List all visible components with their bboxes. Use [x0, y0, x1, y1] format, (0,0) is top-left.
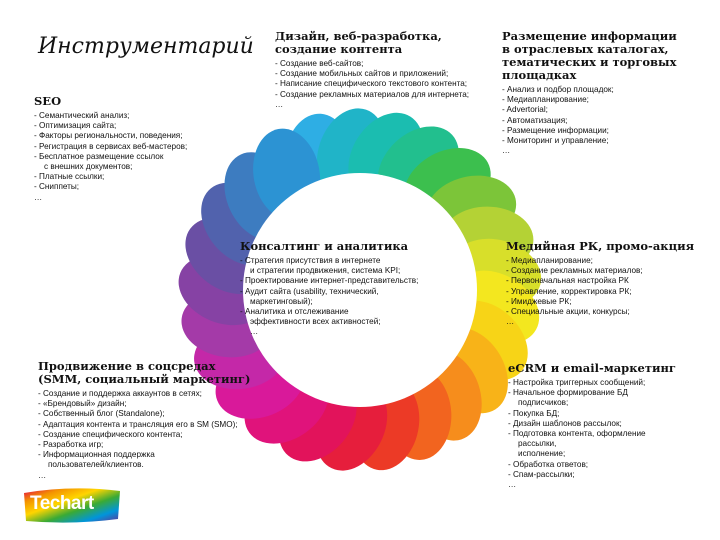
seo-section — [34, 95, 187, 203]
ecrm-title: eCRM и email-маркетинг — [508, 361, 676, 375]
list-item: - Мониторинг и управление; — [502, 136, 609, 146]
list-item: … — [506, 317, 515, 327]
smm-section — [38, 360, 250, 481]
list-item: - «Брендовый» дизайн; — [38, 399, 127, 409]
smm-title-line: (SMM, социальный маркетинг) — [38, 372, 251, 386]
consulting-list — [240, 256, 418, 338]
list-item: - Первоначальная настройка РК — [506, 276, 629, 286]
list-item: - Медиапланирование; — [502, 95, 589, 105]
ecrm-section — [508, 362, 676, 490]
seo-title: SEO — [34, 94, 62, 108]
list-item: - Платные ссылки; — [34, 172, 105, 182]
catalogs-section — [502, 30, 677, 156]
list-item: … — [275, 99, 284, 109]
seo-list — [34, 111, 187, 203]
list-item: - Advertorial; — [502, 105, 548, 115]
catalogs-title-line: Размещение информации — [502, 29, 677, 43]
logo-text: Techart — [30, 493, 94, 514]
list-item: с внешних документов; — [44, 162, 133, 172]
list-item: - Медиапланирование; — [506, 256, 593, 265]
list-item: - Сниппеты; — [34, 182, 80, 192]
list-item: … — [38, 470, 47, 480]
list-item: - Создание мобильных сайтов и приложений; — [275, 69, 449, 79]
list-item: эффективности всех активностей; — [250, 317, 381, 327]
design-section — [275, 30, 469, 110]
list-item: … — [508, 480, 517, 490]
design-title-line: создание контента — [275, 42, 403, 56]
list-item: - Управление, корректировка РК; — [506, 286, 632, 296]
list-item: - Спам-рассылки; — [508, 469, 575, 479]
catalogs-title-line: в отраслевых каталогах, — [502, 42, 669, 56]
list-item: - Оптимизация сайта; — [34, 121, 117, 131]
list-item: … — [502, 146, 511, 156]
list-item: - Семантический анализ; — [34, 111, 130, 120]
list-item: пользователей/клиентов. — [48, 460, 144, 470]
ecrm-list — [508, 378, 676, 490]
design-title-line: Дизайн, веб-разработка, — [275, 29, 442, 43]
media-section — [506, 240, 694, 327]
list-item: - Анализ и подбор площадок; — [502, 85, 614, 94]
list-item: исполнение; — [518, 449, 566, 459]
list-item: - Автоматизация; — [502, 115, 568, 125]
list-item: - Факторы региональности, поведения; — [34, 131, 183, 141]
list-item: - Стратегия присутствия в интернете — [240, 256, 381, 265]
list-item: рассылки, — [518, 439, 557, 449]
list-item: - Создание и поддержка аккаунтов в сетях; — [38, 389, 202, 398]
list-item: - Специальные акции, конкурсы; — [506, 307, 630, 317]
list-item: - Покупка БД; — [508, 408, 560, 418]
list-item: - Подготовка контента, оформление — [508, 429, 646, 439]
list-item: - Проектирование интернет-представительств; — [240, 276, 419, 286]
list-item: - Создание рекламных материалов; — [506, 266, 643, 276]
consulting-title: Консалтинг и аналитика — [240, 239, 409, 253]
consulting-section — [240, 240, 418, 338]
list-item: маркетинговый); — [250, 296, 313, 306]
list-item: - Имиджевые РК; — [506, 296, 572, 306]
design-title — [275, 30, 469, 56]
list-item: - Размещение информации; — [502, 125, 609, 135]
techart-logo[interactable] — [22, 487, 122, 522]
list-item: - Начальное формирование БД — [508, 388, 628, 398]
catalogs-title — [502, 30, 677, 82]
design-list — [275, 59, 469, 110]
list-item: подписчиков; — [518, 398, 569, 408]
list-item: - Информационная поддержка — [38, 450, 155, 460]
list-item: - Аудит сайта (usability, технический, — [240, 286, 379, 296]
list-item: - Адаптация контента и трансляция его в SM (SMO); — [38, 419, 238, 429]
catalogs-title-line: площадках — [502, 68, 577, 82]
list-item: - Создание рекламных материалов для интернета; — [275, 89, 470, 99]
list-item: - Обработка ответов; — [508, 459, 589, 469]
media-list — [506, 256, 694, 327]
smm-title-line: Продвижение в соцсредах — [38, 359, 216, 373]
list-item: - Создание специфического контента; — [38, 429, 183, 439]
page-title: Инструментарий — [38, 34, 254, 59]
list-item: - Дизайн шаблонов рассылок; — [508, 418, 622, 428]
list-item: - Собственный блог (Standalone); — [38, 409, 165, 419]
catalogs-title-line: тематических и торговых — [502, 55, 677, 69]
list-item: - Создание веб-сайтов; — [275, 59, 364, 68]
media-title: Медийная РК, промо-акция — [506, 239, 695, 253]
smm-list — [38, 389, 250, 481]
list-item: … — [34, 192, 43, 202]
list-item: - Настройка триггерных сообщений; — [508, 378, 646, 387]
catalogs-list — [502, 85, 677, 156]
list-item: и стратегии продвижения, система KPI; — [250, 266, 401, 276]
list-item: - Аналитика и отслеживание — [240, 307, 349, 317]
list-item: - Написание специфического текстового контента; — [275, 79, 468, 89]
list-item: - Регистрация в сервисах веб-мастеров; — [34, 141, 188, 151]
smm-title — [38, 360, 250, 386]
list-item: … — [250, 327, 259, 337]
list-item: - Бесплатное размещение ссылок — [34, 151, 164, 161]
list-item: - Разработка игр; — [38, 440, 104, 450]
